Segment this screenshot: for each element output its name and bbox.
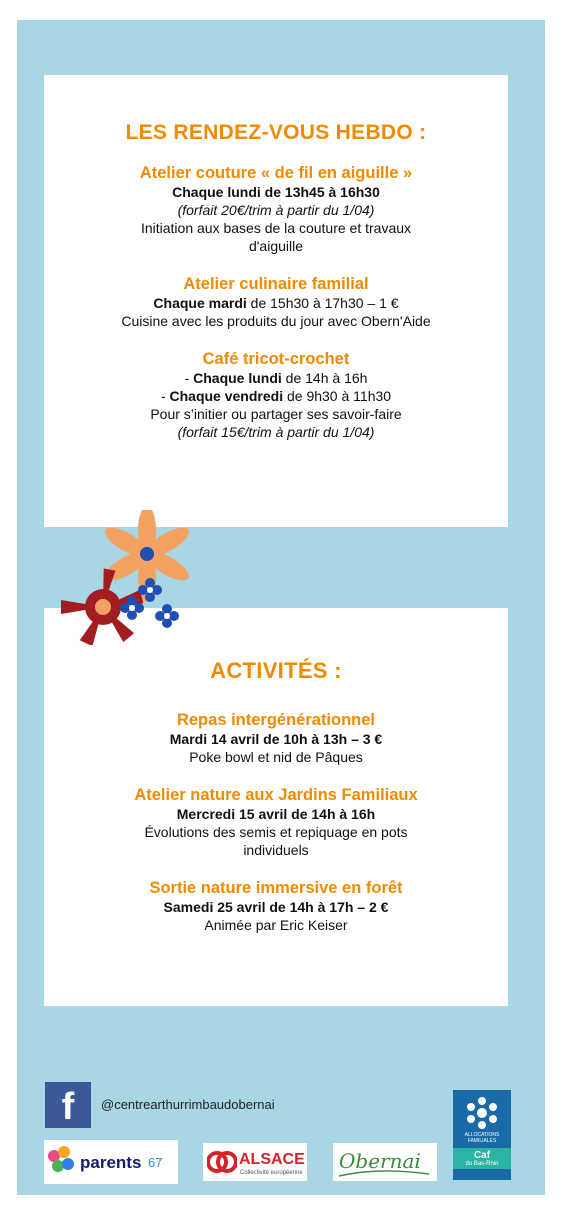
event-title: Atelier culinaire familial [183,275,369,293]
event-title: Café tricot-crochet [202,350,350,368]
event-title: Repas intergénérationnel [176,711,376,729]
parents-logo-text: parents [80,1153,142,1172]
event-title: Atelier couture « de fil en aiguille » [139,164,413,182]
dash: - [160,388,170,404]
event-description-cont: individuels [243,842,309,858]
event-description: Évolutions des semis et repiquage en pots [144,824,408,840]
schedule-time: de 15h30 à 17h30 – 1 € [246,295,399,311]
caf-snowflake-icon [465,1096,499,1130]
event-description: Poke bowl et nid de Pâques [189,749,363,765]
event-schedule-2 [44,387,508,405]
facebook-handle[interactable]: @centrearthurrimbaudobernai [101,1097,275,1112]
event-title: Sortie nature immersive en forêt [149,879,403,897]
event-couture [44,163,508,255]
event-schedule: Mercredi 15 avril de 14h à 16h [176,806,376,822]
event-sortie-foret [44,878,508,934]
event-schedule: Samedi 25 avril de 14h à 17h – 2 € [163,899,389,915]
event-repas [44,710,508,766]
event-price: (forfait 15€/trim à partir du 1/04) [177,424,375,440]
event-schedule [44,369,508,387]
alsace-logo-text: ALSACE [239,1151,305,1168]
weekly-title: LES RENDEZ-VOUS HEBDO : [125,121,427,144]
schedule-time: de 14h à 16h [281,370,368,386]
event-description: Animée par Eric Keiser [204,917,348,933]
event-schedule [44,294,508,312]
flowers-decoration [40,510,210,645]
event-title: Atelier nature aux Jardins Familiaux [134,786,418,804]
schedule-day: Chaque mardi [153,295,247,311]
event-description: Cuisine avec les produits du jour avec Obern'Aide [121,313,431,329]
event-description-cont: d'aiguille [248,238,304,254]
event-tricot [44,349,508,441]
event-culinaire [44,274,508,330]
caf-logo-region: du Bas-Rhin [465,1161,499,1167]
schedule-day: Chaque vendredi [169,388,284,404]
alsace-logo-icon [207,1151,237,1173]
parents67-logo [44,1140,178,1184]
caf-logo [453,1090,511,1180]
caf-logo-text: Caf [473,1150,491,1161]
obernai-logo-text: Obernai [339,1149,421,1173]
activities-card [44,608,508,1006]
obernai-swoosh-icon [337,1169,431,1179]
obernai-logo [333,1143,437,1181]
dash: - [184,370,194,386]
caf-logo-subtitle: ALLOCATIONS FAMILIALES [464,1132,500,1144]
event-schedule: Chaque lundi de 13h45 à 16h30 [172,184,380,200]
event-schedule: Mardi 14 avril de 10h à 13h – 3 € [169,731,383,747]
schedule-time: de 9h30 à 11h30 [283,388,392,404]
event-nature-jardins [44,785,508,859]
facebook-icon[interactable]: f [45,1082,91,1128]
schedule-day: Chaque lundi [193,370,282,386]
blue-flower-icon [120,578,179,628]
event-price: (forfait 20€/trim à partir du 1/04) [177,202,375,218]
activities-title: ACTIVITÉS : [210,658,342,683]
parents-logo-number: 67 [148,1155,163,1170]
weekly-card [44,75,508,527]
alsace-logo [203,1143,307,1181]
event-description: Initiation aux bases de la couture et travaux [140,220,412,236]
event-description: Pour s’initier ou partager ses savoir-faire [150,406,402,422]
alsace-logo-subtext: Collectivité européenne [240,1170,303,1176]
